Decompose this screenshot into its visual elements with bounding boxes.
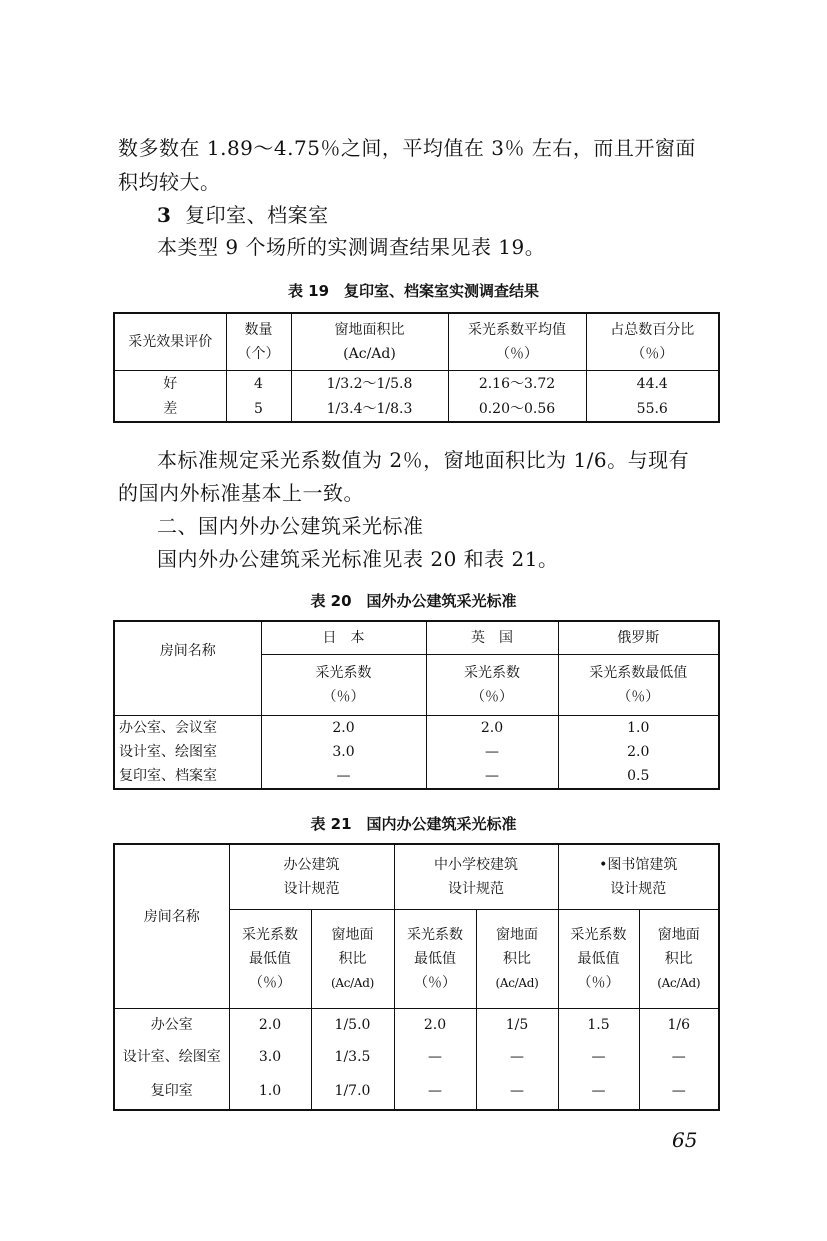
table-cell: — (558, 1041, 639, 1073)
ratio-header (476, 910, 558, 1009)
header-line: 办公建筑 (283, 857, 340, 873)
header-line: (Ac/Ad) (343, 346, 396, 362)
table-cell: 差 (163, 400, 178, 417)
section-heading (157, 199, 329, 228)
table-row (114, 1009, 719, 1042)
table-cell: 2.0 (261, 716, 426, 741)
header-line: 房间名称 (143, 908, 200, 925)
room-header (114, 621, 261, 716)
header-line: (Ac/Ad) (495, 976, 539, 990)
section-heading: 二、国内外办公建筑采光标准 (157, 514, 424, 538)
paragraph-line: 积均较大。 (118, 170, 221, 194)
table20 (113, 620, 720, 790)
header-line: 积比 (338, 951, 367, 967)
table-row (114, 396, 719, 422)
heading-text: 复印室、档案室 (185, 203, 329, 227)
table-row (114, 740, 719, 764)
paragraph-line: 本标准规定采光系数值为 2％，窗地面积比为 1/6。与现有 (157, 448, 690, 472)
coef-header (394, 910, 476, 1009)
table21 (113, 843, 720, 1111)
table-cell: 复印室、档案室 (119, 768, 217, 784)
table-cell: 复印室 (150, 1083, 193, 1099)
header-line: 采光系数 (464, 665, 520, 681)
header-line: 窗地面 (496, 927, 538, 943)
table-cell: 3.0 (261, 740, 426, 764)
table-cell: 0.20～0.56 (448, 396, 586, 422)
header-line: 设计规范 (283, 881, 340, 897)
table-cell: — (394, 1041, 476, 1073)
table-cell: 1.5 (558, 1009, 639, 1042)
header-line: 采光系数 (242, 927, 298, 943)
group-header (558, 844, 719, 910)
header-line: 积比 (503, 951, 531, 967)
table-cell: 好 (163, 375, 178, 392)
table-cell: 设计室、绘图室 (119, 744, 217, 760)
table-cell: 设计室、绘图室 (122, 1049, 221, 1065)
header-line: 采光系数 (315, 665, 372, 681)
header-line: 采光系数 (570, 927, 627, 943)
header-cell (291, 313, 448, 371)
table19-caption: 表 19 复印室、档案室实测调查结果 (287, 282, 540, 300)
table-cell: — (261, 764, 426, 789)
table-cell: 55.6 (586, 396, 719, 422)
table-cell: 2.0 (229, 1009, 311, 1042)
table-cell: 1/3.4～1/8.3 (291, 396, 448, 422)
header-line: 采光系数最低值 (589, 665, 688, 681)
coef-header (229, 910, 311, 1009)
header-line: （％） (471, 689, 513, 705)
table21-caption: 表 21 国内办公建筑采光标准 (310, 815, 517, 833)
header-line: 数量 (244, 322, 273, 338)
header-line: （％） (631, 346, 674, 362)
header-line: （％） (617, 689, 660, 705)
table-row (114, 764, 719, 789)
ratio-header (639, 910, 719, 1009)
table-cell: — (476, 1041, 558, 1073)
table-cell: 1/6 (639, 1009, 719, 1042)
table-cell: 3.0 (229, 1041, 311, 1073)
table19-body (114, 371, 719, 423)
table-cell: — (426, 764, 558, 789)
header-line: (Ac/Ad) (330, 976, 375, 990)
header-cell (448, 313, 586, 371)
table-row (114, 1073, 719, 1110)
page-number: 65 (672, 1128, 698, 1152)
header-line: (Ac/Ad) (657, 976, 701, 990)
header-line: （个） (237, 346, 280, 362)
table-cell: 1/5 (476, 1009, 558, 1042)
country-header: 俄罗斯 (558, 621, 719, 655)
header-line: （％） (249, 975, 291, 991)
table-row (114, 371, 719, 397)
table-cell: 1.0 (558, 716, 719, 741)
ratio-header (311, 910, 394, 1009)
header-line: 窗地面 (657, 927, 700, 943)
table20-body (114, 716, 719, 790)
country-header: 英 国 (426, 621, 558, 655)
header-line: 采光系数 (407, 927, 463, 943)
table-cell: 1/7.0 (311, 1073, 394, 1110)
table-cell: 1/5.0 (311, 1009, 394, 1042)
header-line: 最低值 (249, 951, 291, 967)
country-header: 日 本 (261, 621, 426, 655)
table-cell: 1/3.5 (311, 1041, 394, 1073)
header-line: 积比 (664, 951, 693, 967)
paragraph-line: 的国内外标准基本上一致。 (118, 481, 364, 505)
table-cell: — (476, 1073, 558, 1110)
sub-header (426, 655, 558, 716)
header-cell: 采光效果评价 (128, 334, 213, 350)
header-line: （％） (577, 975, 620, 991)
header-line: 最低值 (577, 951, 620, 967)
table-cell: 0.5 (558, 764, 719, 789)
table-cell: 办公室 (150, 1017, 193, 1033)
header-line: 设计规范 (610, 881, 667, 897)
table-cell: 44.4 (586, 371, 719, 397)
header-line: 采光系数平均值 (468, 322, 566, 338)
room-header (114, 844, 229, 1009)
table19 (113, 312, 720, 423)
table-row (114, 716, 719, 741)
group-header (229, 844, 394, 910)
table-cell: — (639, 1041, 719, 1073)
header-line: （％） (322, 689, 365, 705)
paragraph-line: 数多数在 1.89～4.75％之间，平均值在 3％ 左右，而且开窗面 (118, 136, 696, 160)
table-cell: 1.0 (229, 1073, 311, 1110)
table-cell: — (426, 740, 558, 764)
table20-caption: 表 20 国外办公建筑采光标准 (310, 592, 517, 610)
table-cell: 2.0 (394, 1009, 476, 1042)
header-line: •图书馆建筑 (599, 857, 678, 873)
table-cell: 4 (226, 371, 291, 397)
table-cell: — (394, 1073, 476, 1110)
coef-header (558, 910, 639, 1009)
table-cell: 2.16～3.72 (448, 371, 586, 397)
table-cell: — (639, 1073, 719, 1110)
heading-number: 3 (157, 203, 172, 227)
table-cell: 2.0 (558, 740, 719, 764)
paragraph-line: 本类型 9 个场所的实测调查结果见表 19。 (157, 235, 546, 259)
table-cell: 2.0 (426, 716, 558, 741)
table21-body (114, 1009, 719, 1111)
table-row (114, 1041, 719, 1073)
header-line: 设计规范 (448, 881, 504, 897)
table-cell: — (558, 1073, 639, 1110)
sub-header (558, 655, 719, 716)
header-line: 占总数百分比 (610, 322, 695, 338)
header-line: （％） (496, 346, 538, 362)
header-line: 中小学校建筑 (434, 857, 518, 873)
sub-header (261, 655, 426, 716)
header-line: （％） (414, 975, 456, 991)
header-line: 窗地面 (331, 927, 374, 943)
header-line: 最低值 (414, 951, 456, 967)
header-cell (226, 313, 291, 371)
paragraph-line: 国内外办公建筑采光标准见表 20 和表 21。 (157, 547, 559, 571)
table-cell: 1/3.2～1/5.8 (291, 371, 448, 397)
group-header (394, 844, 558, 910)
header-line: 房间名称 (159, 642, 216, 659)
header-cell (586, 313, 719, 371)
header-line: 窗地面积比 (334, 322, 405, 338)
table-cell: 办公室、会议室 (119, 720, 217, 736)
table-cell: 5 (226, 396, 291, 422)
